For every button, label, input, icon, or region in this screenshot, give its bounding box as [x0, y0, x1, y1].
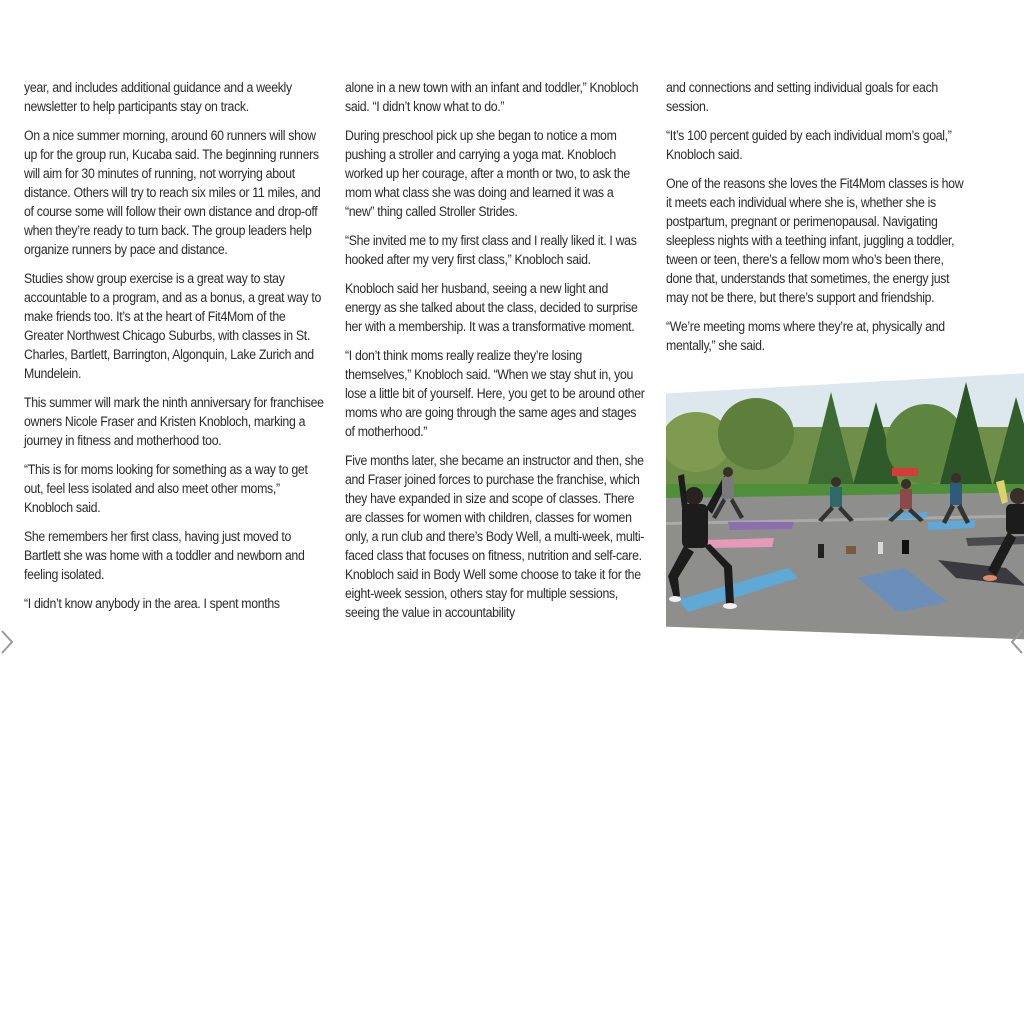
paragraph: One of the reasons she loves the Fit4Mom classes is how it meets each individual where she is, whether she is postpartum, pregnant or perimenopausal. Navigating sleepless nights with a teething infant, juggling a toddler, tween or teen, there’s a fellow mom who’s been there, done that, understands that sometimes, the energy just may not be there, but there’s support and friendship. — [666, 176, 964, 305]
paragraph: On a nice summer morning, around 60 runners will show up for the group run, Kucaba said. The beginning runners will aim for 30 minutes of running, not worrying about distance. Others will try to reach six miles or 11 miles, and of course some will follow their own distance and drop-off when they’re ready to turn back. The group leaders help organize runners by pace and distance. — [24, 128, 321, 257]
paragraph: She remembers her first class, having just moved to Bartlett she was home with a toddler and newborn and feeling isolated. — [24, 529, 305, 582]
paragraph: year, and includes additional guidance and a weekly newsletter to help participants stay on track. — [24, 80, 292, 114]
paragraph: Studies show group exercise is a great way to stay accountable to a program, and as a bonus, a great way to make friends too. It’s at the heart of Fit4Mom of the Greater Northwest Chicago Suburbs, with classes in St. Charles, Bartlett, Barrington, Algonquin, Lake Zurich and Mundelein. — [24, 271, 322, 381]
paragraph: and connections and setting individual goals for each session. — [666, 80, 938, 114]
article-column-2 — [345, 78, 645, 632]
paragraph: “I don’t think moms really realize they’re losing themselves,” Knobloch said. “When we stay shut in, you lose a little bit of yourself. Here, you get to be around other moms who are going through the same ages and stages of motherhood.” — [345, 348, 645, 439]
paragraph: This summer will mark the ninth anniversary for franchisee owners Nicole Fraser and Kristen Knobloch, marking a journey in fitness and motherhood too. — [24, 395, 324, 448]
next-page-arrow-icon[interactable] — [1010, 628, 1024, 656]
article-column-1 — [24, 78, 324, 623]
paragraph: “I didn’t know anybody in the area. I spent months — [24, 596, 280, 611]
paragraph: “This is for moms looking for something as a way to get out, feel less isolated and also meet other moms,” Knobloch said. — [24, 462, 308, 515]
outdoor-fitness-class-photo — [666, 372, 1024, 640]
paragraph: Knobloch said her husband, seeing a new light and energy as she talked about the class, decided to surprise her with a membership. It was a transformative moment. — [345, 281, 638, 334]
paragraph: “We’re meeting moms where they’re at, physically and mentally,” she said. — [666, 319, 945, 353]
paragraph: Five months later, she became an instructor and then, she and Fraser joined forces to purchase the franchise, which they have expanded in size and scope of classes. There are classes for women with children, classes for women only, a run club and there’s Body Well, a multi-week, multi-faced class that focuses on fitness, nutrition and self-care. Knobloch said in Body Well some choose to take it for the eight-week session, others stay for multiple sessions, seeing the value in accountability — [345, 453, 645, 620]
paragraph: “She invited me to my first class and I really liked it. I was hooked after my very first class,” Knobloch said. — [345, 233, 637, 267]
previous-page-arrow-icon[interactable] — [0, 628, 14, 656]
paragraph: “It’s 100 percent guided by each individual mom’s goal,” Knobloch said. — [666, 128, 952, 162]
paragraph: During preschool pick up she began to notice a mom pushing a stroller and carrying a yoga mat. Knobloch worked up her courage, after a month or two, to ask the mom what class she was doing and learned it was a “new” thing called Stroller Strides. — [345, 128, 630, 219]
article-column-3 — [666, 78, 966, 365]
paragraph: alone in a new town with an infant and toddler,” Knobloch said. “I didn’t know what to do.” — [345, 80, 639, 114]
